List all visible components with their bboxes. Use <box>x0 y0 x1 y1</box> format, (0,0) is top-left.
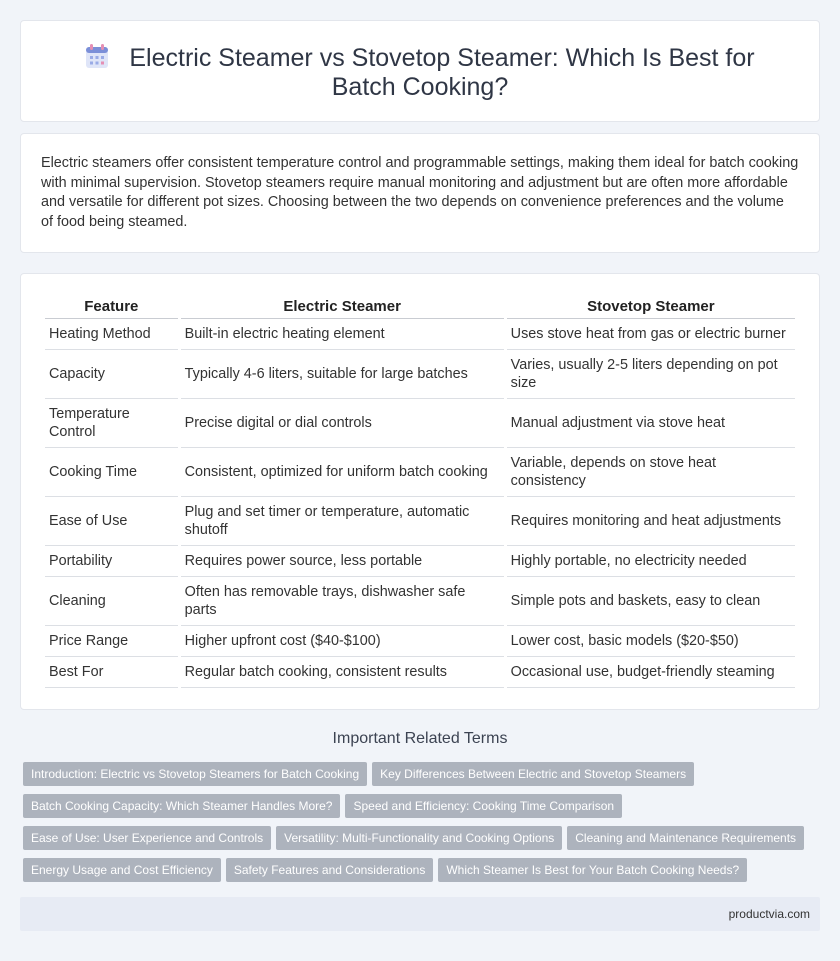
related-term-tag[interactable]: Ease of Use: User Experience and Controls <box>23 826 271 850</box>
page-title: Electric Steamer vs Stovetop Steamer: Which Is Best for Batch Cooking? <box>129 44 755 101</box>
table-row <box>45 319 795 350</box>
table-header-row <box>45 295 795 319</box>
row-stovetop: Uses stove heat from gas or electric burner <box>507 319 795 350</box>
page-title-wrap <box>21 44 819 102</box>
row-stovetop: Simple pots and baskets, easy to clean <box>507 577 795 626</box>
footer-site-link[interactable]: productvia.com <box>728 907 810 921</box>
row-electric: Often has removable trays, dishwasher safe parts <box>181 577 504 626</box>
row-feature: Cooking Time <box>45 448 178 497</box>
related-term-tag[interactable]: Cleaning and Maintenance Requirements <box>567 826 804 850</box>
header-electric-steamer: Electric Steamer <box>181 295 504 319</box>
related-term-tag[interactable]: Speed and Efficiency: Cooking Time Comparison <box>345 794 622 818</box>
row-stovetop: Lower cost, basic models ($20-$50) <box>507 626 795 657</box>
related-terms-title: Important Related Terms <box>332 730 508 747</box>
header-card <box>20 20 820 122</box>
row-stovetop: Manual adjustment via stove heat <box>507 399 795 448</box>
row-stovetop: Varies, usually 2-5 liters depending on pot size <box>507 350 795 399</box>
row-feature: Capacity <box>45 350 178 399</box>
row-feature: Ease of Use <box>45 497 178 546</box>
row-electric: Regular batch cooking, consistent results <box>181 657 504 688</box>
row-electric: Typically 4-6 liters, suitable for large batches <box>181 350 504 399</box>
footer <box>20 897 820 931</box>
row-electric: Requires power source, less portable <box>181 546 504 577</box>
table-row <box>45 626 795 657</box>
row-feature: Cleaning <box>45 577 178 626</box>
comparison-table <box>42 295 798 688</box>
table-row <box>45 546 795 577</box>
row-feature: Best For <box>45 657 178 688</box>
related-term-tag[interactable]: Key Differences Between Electric and Stovetop Steamers <box>372 762 694 786</box>
related-term-tag[interactable]: Batch Cooking Capacity: Which Steamer Handles More? <box>23 794 340 818</box>
row-stovetop: Highly portable, no electricity needed <box>507 546 795 577</box>
related-term-tag[interactable]: Which Steamer Is Best for Your Batch Cooking Needs? <box>438 858 747 882</box>
header-feature: Feature <box>45 295 178 319</box>
table-row <box>45 577 795 626</box>
row-feature: Temperature Control <box>45 399 178 448</box>
row-stovetop: Variable, depends on stove heat consistency <box>507 448 795 497</box>
row-stovetop: Requires monitoring and heat adjustments <box>507 497 795 546</box>
table-row <box>45 448 795 497</box>
row-electric: Consistent, optimized for uniform batch cooking <box>181 448 504 497</box>
row-stovetop: Occasional use, budget-friendly steaming <box>507 657 795 688</box>
calendar-icon <box>85 44 109 69</box>
table-row <box>45 497 795 546</box>
related-term-tag[interactable]: Introduction: Electric vs Stovetop Steamers for Batch Cooking <box>23 762 367 786</box>
intro-paragraph: Electric steamers offer consistent temperature control and programmable settings, making them ideal for batch cooking with minimal supervision. Stovetop steamers require manual monitoring and adjustment but are often more affordable and versatile for different pot sizes. Choosing between the two depends on convenience preferences and the volume of food being steamed. <box>41 155 799 230</box>
row-electric: Plug and set timer or temperature, automatic shutoff <box>181 497 504 546</box>
related-term-tag[interactable]: Versatility: Multi-Functionality and Cooking Options <box>276 826 562 850</box>
related-terms-tags <box>23 762 813 890</box>
row-electric: Precise digital or dial controls <box>181 399 504 448</box>
row-feature: Heating Method <box>45 319 178 350</box>
row-electric: Higher upfront cost ($40-$100) <box>181 626 504 657</box>
table-row <box>45 657 795 688</box>
table-row <box>45 350 795 399</box>
comparison-table-card <box>20 273 820 710</box>
row-feature: Price Range <box>45 626 178 657</box>
related-term-tag[interactable]: Energy Usage and Cost Efficiency <box>23 858 221 882</box>
table-row <box>45 399 795 448</box>
header-stovetop-steamer: Stovetop Steamer <box>507 295 795 319</box>
intro-card <box>20 133 820 253</box>
related-term-tag[interactable]: Safety Features and Considerations <box>226 858 433 882</box>
row-feature: Portability <box>45 546 178 577</box>
row-electric: Built-in electric heating element <box>181 319 504 350</box>
